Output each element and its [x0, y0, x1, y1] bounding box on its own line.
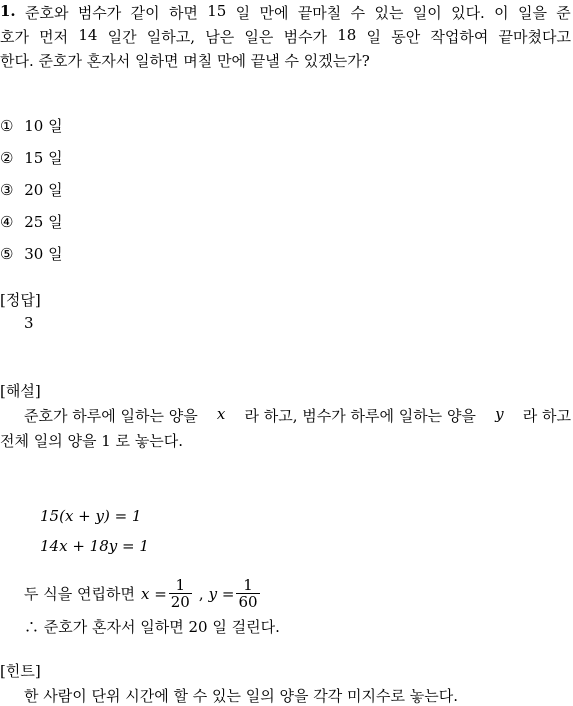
word: 일: [235, 4, 251, 22]
word: 준호와: [25, 4, 69, 22]
choice-4[interactable]: [0, 211, 63, 232]
word: 먼저: [39, 28, 69, 46]
word: 끝마쳤다고: [498, 28, 571, 46]
problem-line-1: [0, 2, 571, 23]
word: 이: [494, 4, 509, 22]
word: 작업하여: [430, 28, 489, 46]
equation-2: 14x + 18y = 1: [40, 537, 149, 555]
math-var-x: x: [216, 405, 226, 423]
word: 일간: [107, 28, 137, 46]
problem-number: 1.: [0, 2, 16, 20]
choice-text: 15 일: [24, 149, 63, 167]
math-var-y: y: [495, 405, 504, 423]
word: 동안: [391, 28, 421, 46]
choice-text: 30 일: [24, 245, 63, 263]
word: 14: [78, 26, 98, 44]
word: 있는: [374, 4, 404, 22]
choice-marker: ④: [0, 213, 14, 231]
word: 일은: [244, 28, 274, 46]
choice-text: 10 일: [24, 117, 63, 135]
choice-marker: ③: [0, 181, 14, 199]
choice-2[interactable]: [0, 147, 63, 168]
equation-1: 15(x + y) = 1: [40, 507, 142, 525]
word: 15: [207, 2, 227, 20]
word: 있다.: [451, 4, 485, 22]
text: 준호가 하루에 일하는 양을: [24, 407, 198, 425]
choice-5[interactable]: [0, 243, 63, 264]
y-equals: y =: [208, 584, 235, 603]
conclusion: ∴ 준호가 혼자서 일하면 20 일 걸린다.: [24, 618, 280, 636]
text: 라 하고, 범수가 하루에 일하는 양을: [244, 407, 476, 425]
denominator: 60: [238, 593, 258, 611]
word: 일이: [412, 4, 442, 22]
word: 범수가: [283, 28, 328, 46]
hint-heading: [힌트]: [0, 662, 41, 680]
text: 라 하고: [522, 407, 571, 425]
x-equals: x =: [140, 584, 167, 603]
fraction-x: [169, 577, 192, 610]
explanation-heading: [해설]: [0, 382, 41, 400]
solution-line: [24, 577, 262, 610]
numerator: 1: [243, 576, 253, 594]
denominator: 20: [170, 593, 190, 611]
word: 만에: [259, 4, 289, 22]
problem-line-3: 한다. 준호가 혼자서 일하면 며칠 만에 끝낼 수 있겠는가?: [0, 52, 370, 70]
choice-text: 25 일: [24, 213, 63, 231]
word: 일: [366, 28, 382, 46]
word: 일하고,: [146, 28, 196, 46]
fraction-y: [236, 577, 259, 610]
choice-marker: ②: [0, 149, 14, 167]
word: 준: [556, 4, 571, 22]
numerator: 1: [175, 576, 186, 594]
choice-1[interactable]: [0, 115, 63, 136]
choice-marker: ①: [0, 117, 14, 135]
word: 수: [350, 4, 366, 22]
word: 호가: [0, 28, 29, 46]
explanation-line-2: 전체 일의 양을 1 로 놓는다.: [0, 432, 184, 450]
word: 범수가: [77, 4, 122, 22]
choice-marker: ⑤: [0, 245, 14, 263]
hint-text: 한 사람이 단위 시간에 할 수 있는 일의 양을 각각 미지수로 놓는다.: [24, 687, 458, 705]
word: 같이: [130, 4, 160, 22]
answer-value: 3: [24, 314, 34, 332]
problem-line-2: [0, 26, 571, 47]
separator: ,: [198, 584, 204, 603]
explanation-line-1: [24, 405, 571, 426]
word: 끝마칠: [297, 4, 342, 22]
word: 일을: [517, 4, 547, 22]
answer-heading: [정답]: [0, 291, 41, 309]
word: 18: [337, 26, 357, 44]
choice-3[interactable]: [0, 179, 63, 200]
word: 남은: [205, 28, 235, 46]
choice-text: 20 일: [24, 181, 63, 199]
word: 하면: [168, 4, 198, 22]
solve-prefix: 두 식을 연립하면: [24, 585, 135, 603]
